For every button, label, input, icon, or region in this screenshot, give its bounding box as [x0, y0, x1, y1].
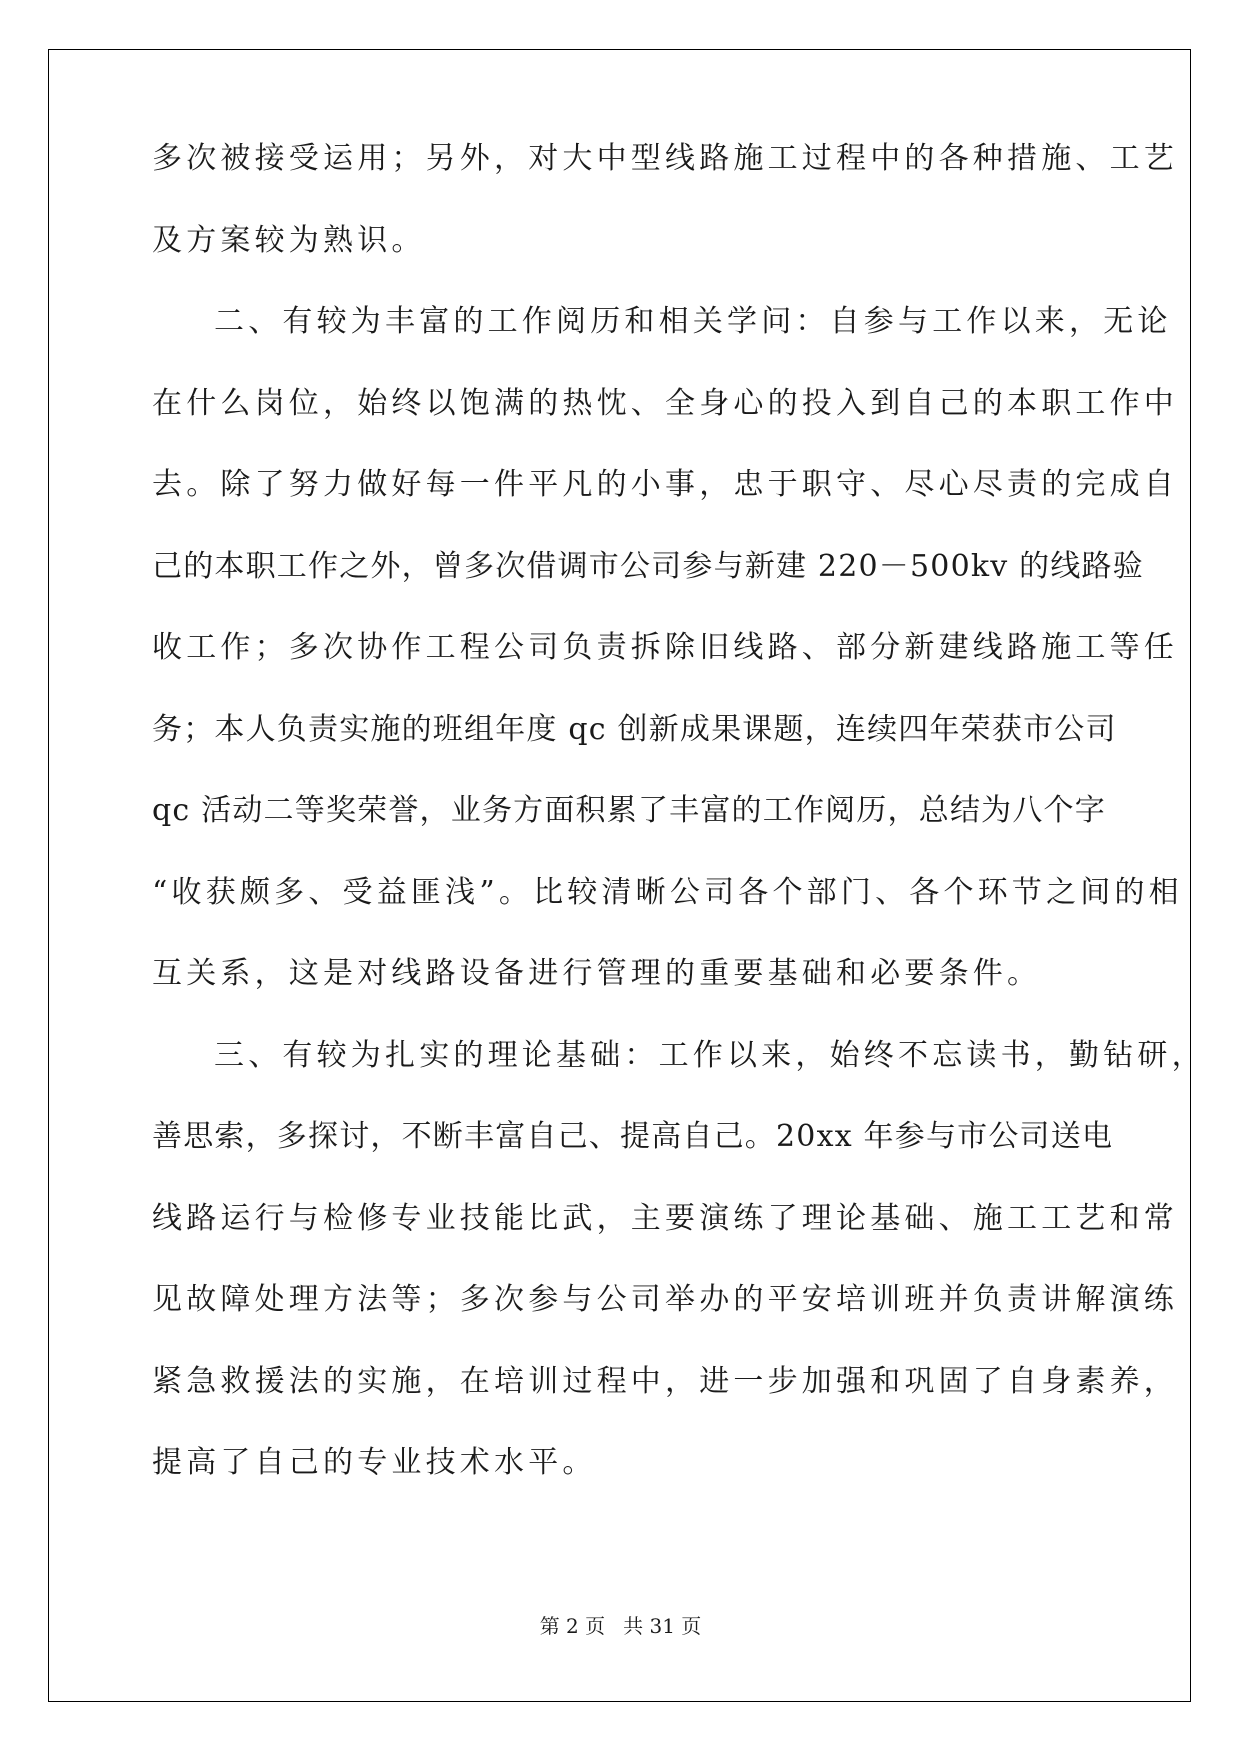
text-line: 多次被接受运用；另外，对大中型线路施工过程中的各种措施、工艺	[152, 141, 1178, 176]
text-line: 在什么岗位，始终以饱满的热忱、全身心的投入到自己的本职工作中	[152, 385, 1178, 421]
text-line: 收工作；多次协作工程公司负责拆除旧线路、部分新建线路施工等任	[152, 630, 1178, 665]
text-line: 及方案较为熟识。	[152, 222, 426, 258]
text-line: 见故障处理方法等；多次参与公司举办的平安培训班并负责讲解演练	[152, 1282, 1178, 1317]
text-line: 提高了自己的专业技术水平。	[152, 1445, 597, 1480]
page-number: 第 2 页	[539, 1614, 606, 1638]
text-line: 己的本职工作之外，曾多次借调市公司参与新建 220－500kv 的线路验	[152, 548, 1144, 584]
text-line: 互关系，这是对线路设备进行管理的重要基础和必要条件。	[152, 956, 1042, 991]
page-footer	[0, 1610, 1241, 1639]
text-line: 紧急救援法的实施，在培训过程中，进一步加强和巩固了自身素养，	[152, 1363, 1178, 1399]
text-line: qc 活动二等奖荣誉，业务方面积累了丰富的工作阅历，总结为八个字	[152, 793, 1106, 828]
page-total: 共 31 页	[623, 1614, 702, 1638]
text-line: 务；本人负责实施的班组年度 qc 创新成果课题，连续四年荣获市公司	[152, 711, 1117, 747]
paragraph-start: 三、有较为扎实的理论基础：工作以来，始终不忘读书，勤钻研，	[214, 1037, 1206, 1073]
text-line: 善思索，多探讨，不断丰富自己、提高自己。20xx 年参与市公司送电	[152, 1119, 1114, 1154]
paragraph-start: 二、有较为丰富的工作阅历和相关学问：自参与工作以来，无论	[214, 304, 1172, 339]
text-line: 去。除了努力做好每一件平凡的小事，忠于职守、尽心尽责的完成自	[152, 467, 1178, 502]
document-body	[152, 141, 1206, 1544]
text-line: “收获颇多、受益匪浅”。比较清晰公司各个部门、各个环节之间的相	[152, 874, 1183, 910]
text-line: 线路运行与检修专业技能比武，主要演练了理论基础、施工工艺和常	[152, 1200, 1178, 1236]
